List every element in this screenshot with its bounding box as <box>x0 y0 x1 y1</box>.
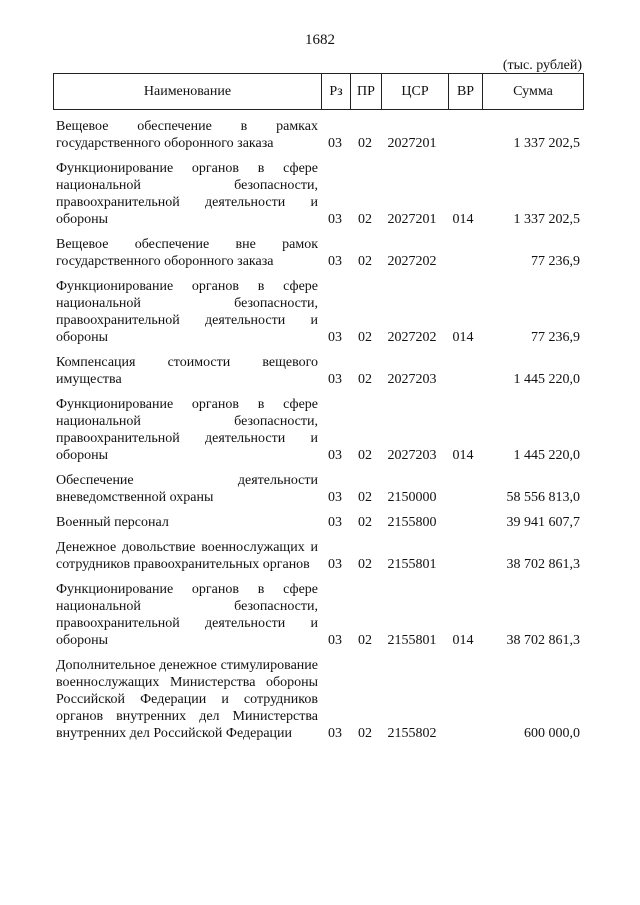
units-label: (тыс. рублей) <box>502 58 582 73</box>
row-name: Функционирование органов в сфере национальной безопасности, правоохранительной деятельности и обороны <box>56 161 318 227</box>
header-sum: Сумма <box>482 74 583 109</box>
row-csr: 2150000 <box>387 490 437 505</box>
row-rz: 03 <box>328 212 342 227</box>
row-sum: 77 236,9 <box>531 254 580 269</box>
table-row <box>53 472 584 506</box>
row-name: Дополнительное денежное стимулирование военнослужащих Министерства обороны Российской Федерации и сотрудников органов внутренних дел Министерства внутренних дел Российской Федерации <box>56 658 318 741</box>
row-csr: 2155802 <box>387 726 437 741</box>
row-csr: 2027202 <box>387 254 437 269</box>
table-row <box>53 160 584 228</box>
row-name: Военный персонал <box>56 515 169 530</box>
table-row <box>53 354 584 388</box>
row-pr: 02 <box>358 448 372 463</box>
row-pr: 02 <box>358 136 372 151</box>
row-rz: 03 <box>328 557 342 572</box>
row-rz: 03 <box>328 726 342 741</box>
row-rz: 03 <box>328 372 342 387</box>
row-name: Вещевое обеспечение вне рамок государственного оборонного заказа <box>56 237 318 269</box>
row-name: Вещевое обеспечение в рамках государственного оборонного заказа <box>56 119 318 151</box>
row-sum: 39 941 607,7 <box>506 515 580 530</box>
row-sum: 1 337 202,5 <box>513 212 580 227</box>
table-row <box>53 278 584 346</box>
row-rz: 03 <box>328 633 342 648</box>
row-rz: 03 <box>328 136 342 151</box>
row-pr: 02 <box>358 490 372 505</box>
row-csr: 2027203 <box>387 448 437 463</box>
row-csr: 2027201 <box>387 136 437 151</box>
row-name: Компенсация стоимости вещевого имущества <box>56 355 318 387</box>
row-sum: 600 000,0 <box>524 726 580 741</box>
row-sum: 1 445 220,0 <box>513 448 580 463</box>
row-csr: 2155801 <box>387 557 437 572</box>
row-pr: 02 <box>358 212 372 227</box>
table-row <box>53 514 584 531</box>
row-rz: 03 <box>328 330 342 345</box>
row-pr: 02 <box>358 557 372 572</box>
row-csr: 2155801 <box>387 633 437 648</box>
row-name: Функционирование органов в сфере национальной безопасности, правоохранительной деятельности и обороны <box>56 582 318 648</box>
row-rz: 03 <box>328 515 342 530</box>
header-name: Наименование <box>143 83 232 99</box>
row-vr: 014 <box>452 330 474 345</box>
row-name: Функционирование органов в сфере национальной безопасности, правоохранительной деятельности и обороны <box>56 397 318 463</box>
row-vr: 014 <box>452 212 474 227</box>
table-header <box>53 73 584 110</box>
row-csr: 2027202 <box>387 330 437 345</box>
row-pr: 02 <box>358 330 372 345</box>
table-row <box>53 581 584 649</box>
row-pr: 02 <box>358 633 372 648</box>
row-rz: 03 <box>328 490 342 505</box>
table-row <box>53 657 584 742</box>
row-csr: 2027201 <box>387 212 437 227</box>
row-sum: 77 236,9 <box>531 330 580 345</box>
row-sum: 1 445 220,0 <box>513 372 580 387</box>
row-name: Обеспечение деятельности вневедомственной охраны <box>56 473 318 505</box>
row-name: Функционирование органов в сфере национальной безопасности, правоохранительной деятельности и обороны <box>56 279 318 345</box>
row-pr: 02 <box>358 726 372 741</box>
page-number: 1682 <box>305 32 335 48</box>
table-row <box>53 396 584 464</box>
row-pr: 02 <box>358 372 372 387</box>
table-body <box>53 110 584 742</box>
header-pr: ПР <box>350 74 381 109</box>
table-row <box>53 539 584 573</box>
row-vr: 014 <box>452 448 474 463</box>
row-sum: 38 702 861,3 <box>506 633 580 648</box>
row-sum: 38 702 861,3 <box>506 557 580 572</box>
row-rz: 03 <box>328 254 342 269</box>
row-name: Денежное довольствие военнослужащих и сотрудников правоохранительных органов <box>56 540 318 572</box>
row-pr: 02 <box>358 515 372 530</box>
row-vr: 014 <box>452 633 474 648</box>
row-pr: 02 <box>358 254 372 269</box>
row-csr: 2027203 <box>387 372 437 387</box>
row-rz: 03 <box>328 448 342 463</box>
table-row <box>53 236 584 270</box>
row-csr: 2155800 <box>387 515 437 530</box>
header-csr: ЦСР <box>381 74 448 109</box>
row-sum: 58 556 813,0 <box>506 490 580 505</box>
header-vr: ВР <box>448 74 482 109</box>
table-row <box>53 118 584 152</box>
header-rz: Рз <box>321 74 350 109</box>
row-sum: 1 337 202,5 <box>513 136 580 151</box>
